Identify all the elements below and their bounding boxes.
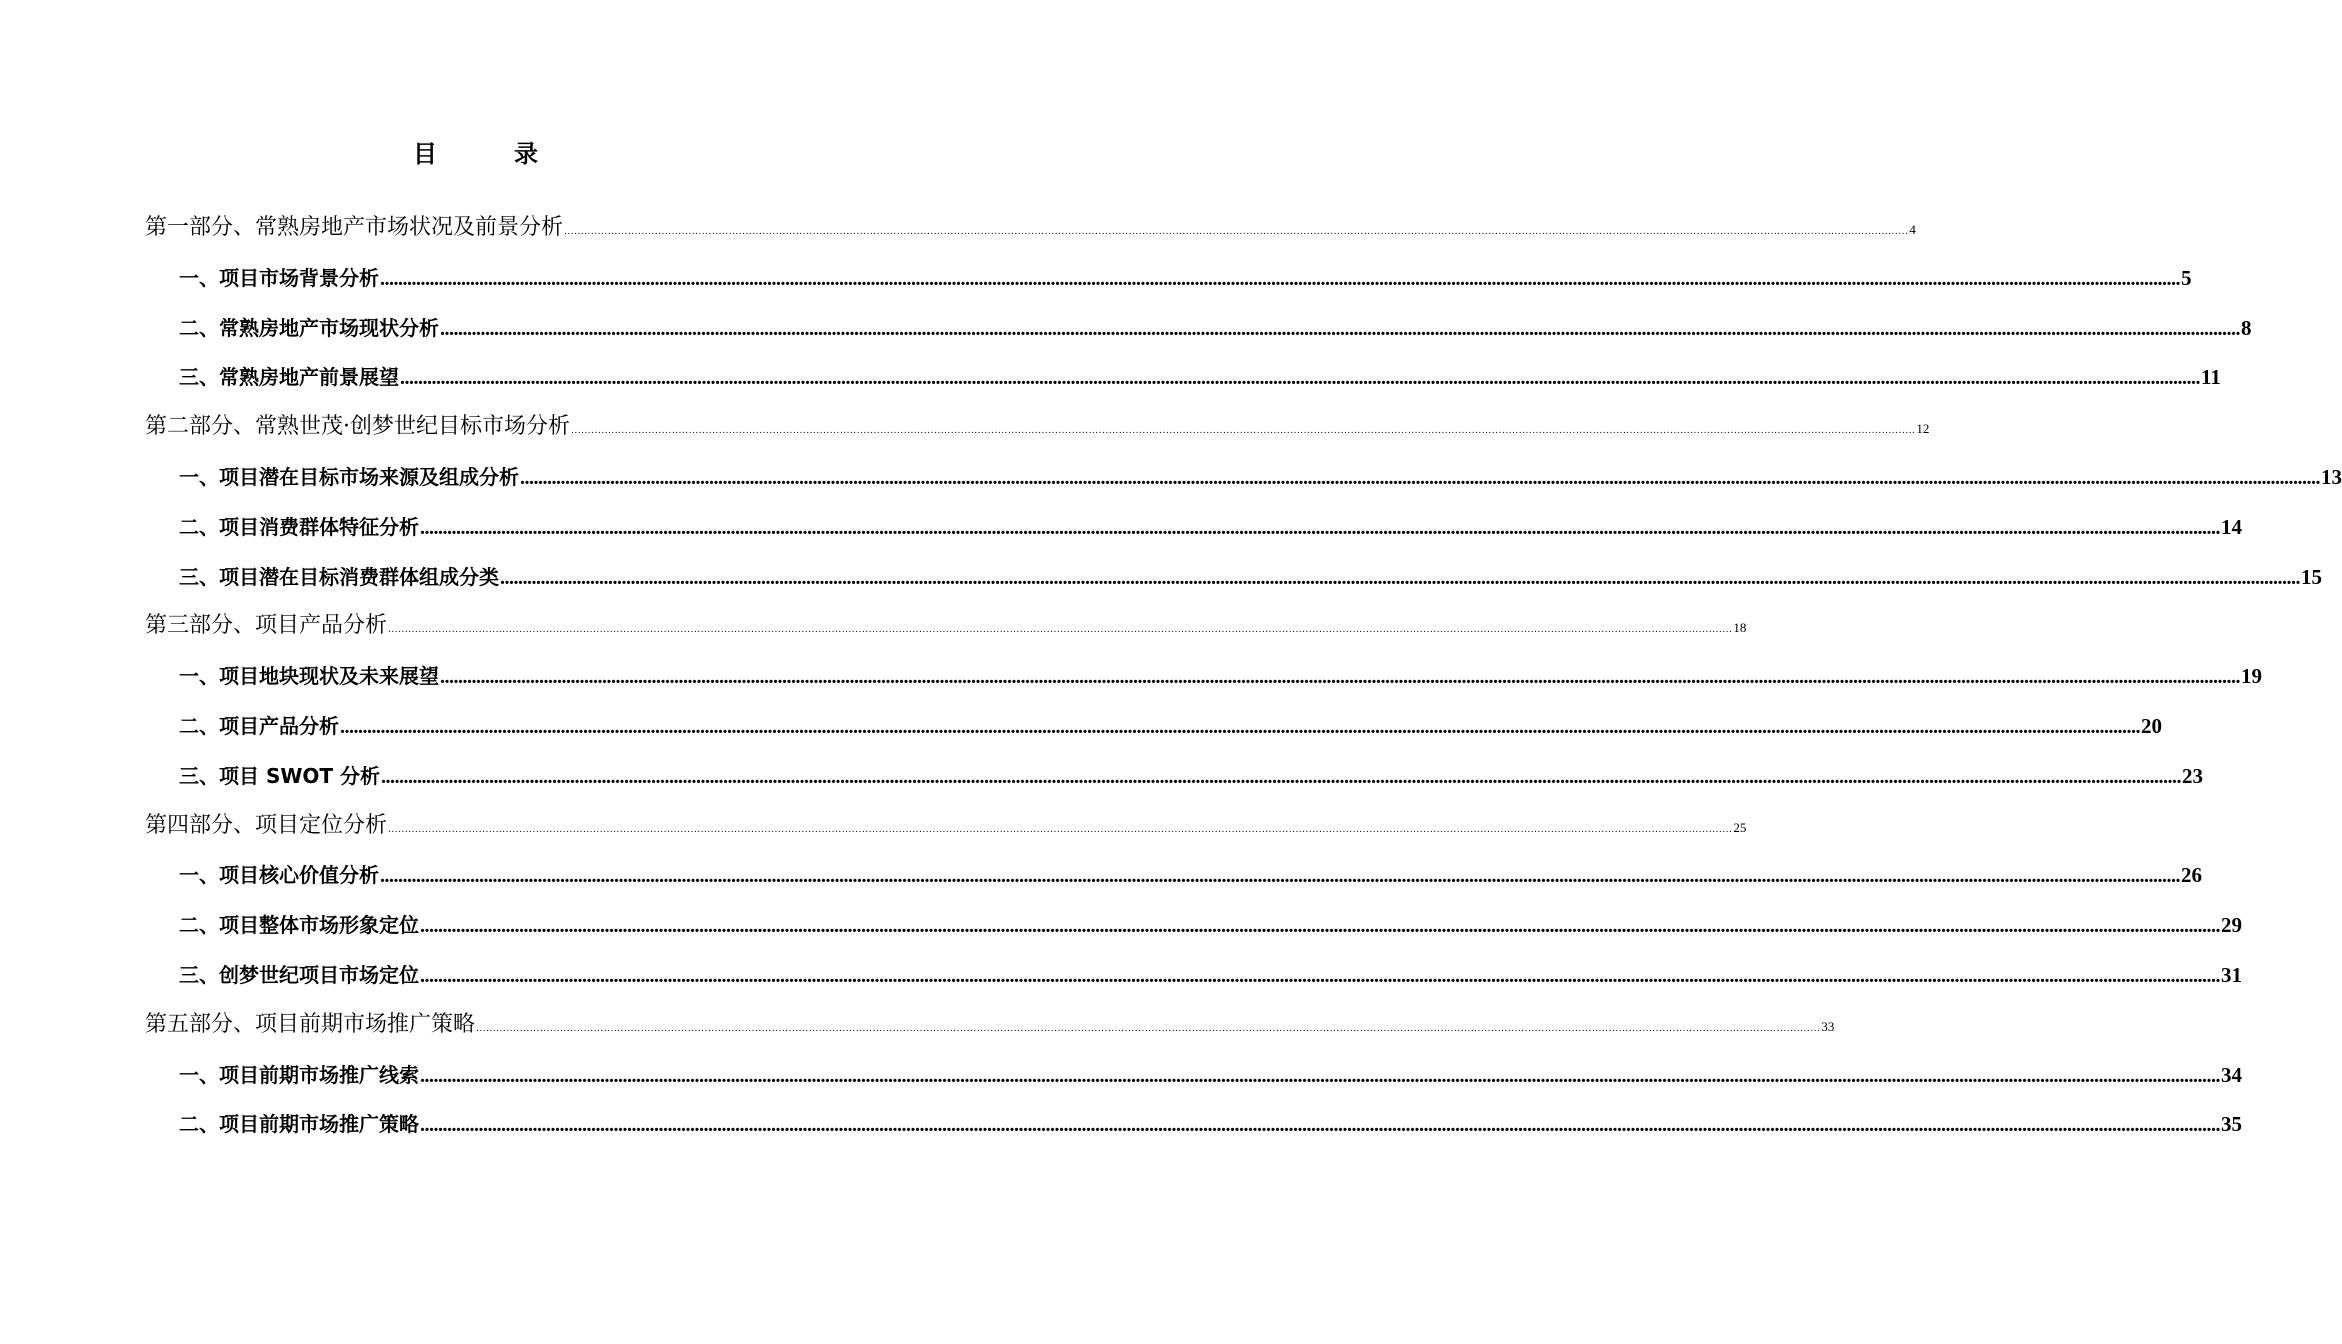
toc-entry-part[interactable] (145, 804, 1747, 848)
toc-entry-section[interactable] (179, 1053, 2242, 1097)
toc-entry-page: 26 (2181, 863, 2202, 887)
toc-entry-page: 15 (2301, 565, 2322, 589)
toc-entry-label: 三、项目 SWOT 分析 (179, 764, 381, 788)
toc-entry-page: 25 (1733, 820, 1747, 835)
toc-entry-page: 23 (2182, 764, 2204, 788)
toc-entry-page: 31 (2221, 963, 2242, 987)
toc-entry-page: 18 (1733, 620, 1747, 635)
toc-entry-label: 二、项目产品分析 (179, 714, 339, 738)
toc-leader-dots: ................................................................................................................................................................................................................................................................................................................................................................................................................ (420, 1065, 2220, 1087)
toc-leader-dots: ................................................................................................................................................................................................................................................................................................................................................................................................................ (388, 625, 1733, 635)
toc-entry-label: 一、项目潜在目标市场来源及组成分析 (179, 465, 519, 489)
toc-entry-section[interactable] (179, 306, 2252, 350)
toc-entry-section[interactable] (179, 555, 2322, 599)
toc-entry-label: 一、项目市场背景分析 (179, 266, 379, 290)
toc-leader-dots: ................................................................................................................................................................................................................................................................................................................................................................................................................ (440, 666, 2240, 688)
toc-leader-dots: ................................................................................................................................................................................................................................................................................................................................................................................................................ (420, 517, 2220, 539)
toc-title (0, 134, 950, 174)
toc-entry-label: 三、创梦世纪项目市场定位 (179, 963, 419, 987)
toc-leader-dots: ................................................................................................................................................................................................................................................................................................................................................................................................................ (476, 1024, 1821, 1034)
toc-entry-page: 33 (1821, 1019, 1835, 1034)
toc-leader-dots: ................................................................................................................................................................................................................................................................................................................................................................................................................ (520, 467, 2320, 489)
toc-entry-section[interactable] (179, 505, 2242, 549)
toc-entry-section[interactable] (179, 953, 2242, 997)
toc-entry-part[interactable] (145, 206, 1916, 250)
toc-entry-label: 一、项目地块现状及未来展望 (179, 664, 439, 688)
toc-entry-part[interactable] (145, 405, 1930, 449)
toc-entry-label: 三、常熟房地产前景展望 (179, 365, 399, 389)
toc-entry-label: 二、常熟房地产市场现状分析 (179, 316, 439, 340)
toc-leader-dots: ................................................................................................................................................................................................................................................................................................................................................................................................................ (571, 426, 1916, 436)
toc-leader-dots: ................................................................................................................................................................................................................................................................................................................................................................................................................ (440, 318, 2240, 340)
toc-entry-label: 第四部分、项目定位分析 (145, 813, 388, 838)
toc-entry-part[interactable] (145, 1003, 1835, 1047)
toc-leader-dots: ................................................................................................................................................................................................................................................................................................................................................................................................................ (380, 268, 2180, 290)
toc-leader-dots: ................................................................................................................................................................................................................................................................................................................................................................................................................ (400, 367, 2200, 389)
toc-leader-dots: ................................................................................................................................................................................................................................................................................................................................................................................................................ (420, 965, 2220, 987)
toc-entry-section[interactable] (179, 754, 2204, 798)
toc-leader-dots: ................................................................................................................................................................................................................................................................................................................................................................................................................ (564, 227, 1909, 237)
toc-entry-page: 34 (2221, 1063, 2242, 1087)
toc-entry-section[interactable] (179, 455, 2342, 499)
toc-entry-page: 29 (2221, 913, 2242, 937)
toc-entry-section[interactable] (179, 704, 2162, 748)
toc-entry-section[interactable] (179, 903, 2242, 947)
toc-entry-page: 19 (2241, 664, 2262, 688)
toc-entry-section[interactable] (179, 1102, 2242, 1146)
toc-entry-label: 二、项目整体市场形象定位 (179, 913, 419, 937)
toc-entry-label: 二、项目消费群体特征分析 (179, 515, 419, 539)
toc-leader-dots: ................................................................................................................................................................................................................................................................................................................................................................................................................ (388, 825, 1733, 835)
toc-entry-label: 第一部分、常熟房地产市场状况及前景分析 (145, 215, 564, 240)
toc-leader-dots: ................................................................................................................................................................................................................................................................................................................................................................................................................ (380, 865, 2180, 887)
toc-entry-page: 5 (2181, 266, 2192, 290)
toc-entry-page: 4 (1909, 222, 1916, 237)
toc-entry-page: 20 (2141, 714, 2162, 738)
toc-entry-page: 12 (1916, 421, 1930, 436)
toc-leader-dots: ................................................................................................................................................................................................................................................................................................................................................................................................................ (420, 915, 2220, 937)
toc-entry-section[interactable] (179, 256, 2192, 300)
toc-entry-label: 三、项目潜在目标消费群体组成分类 (179, 565, 499, 589)
toc-leader-dots: ................................................................................................................................................................................................................................................................................................................................................................................................................ (340, 716, 2140, 738)
toc-entry-label: 第二部分、常熟世茂·创梦世纪目标市场分析 (145, 414, 570, 439)
toc-entry-page: 13 (2321, 465, 2342, 489)
toc-title-left-char: 目 (413, 140, 437, 168)
toc-entry-section[interactable] (179, 355, 2221, 399)
toc-entry-section[interactable] (179, 853, 2202, 897)
toc-entry-label: 第三部分、项目产品分析 (145, 613, 388, 638)
toc-entry-label: 二、项目前期市场推广策略 (179, 1112, 419, 1136)
toc-entry-label: 一、项目核心价值分析 (179, 863, 379, 887)
toc-entry-page: 11 (2201, 365, 2221, 389)
toc-entry-page: 14 (2221, 515, 2242, 539)
toc-title-right-char: 录 (514, 140, 538, 168)
toc-entry-part[interactable] (145, 604, 1747, 648)
toc-entry-page: 8 (2241, 316, 2252, 340)
toc-leader-dots: ................................................................................................................................................................................................................................................................................................................................................................................................................ (381, 766, 2182, 788)
toc-entry-page: 35 (2221, 1112, 2242, 1136)
toc-leader-dots: ................................................................................................................................................................................................................................................................................................................................................................................................................ (420, 1114, 2220, 1136)
toc-entry-label: 第五部分、项目前期市场推广策略 (145, 1012, 476, 1037)
toc-entry-section[interactable] (179, 654, 2262, 698)
toc-leader-dots: ................................................................................................................................................................................................................................................................................................................................................................................................................ (500, 567, 2300, 589)
toc-entry-label: 一、项目前期市场推广线索 (179, 1063, 419, 1087)
